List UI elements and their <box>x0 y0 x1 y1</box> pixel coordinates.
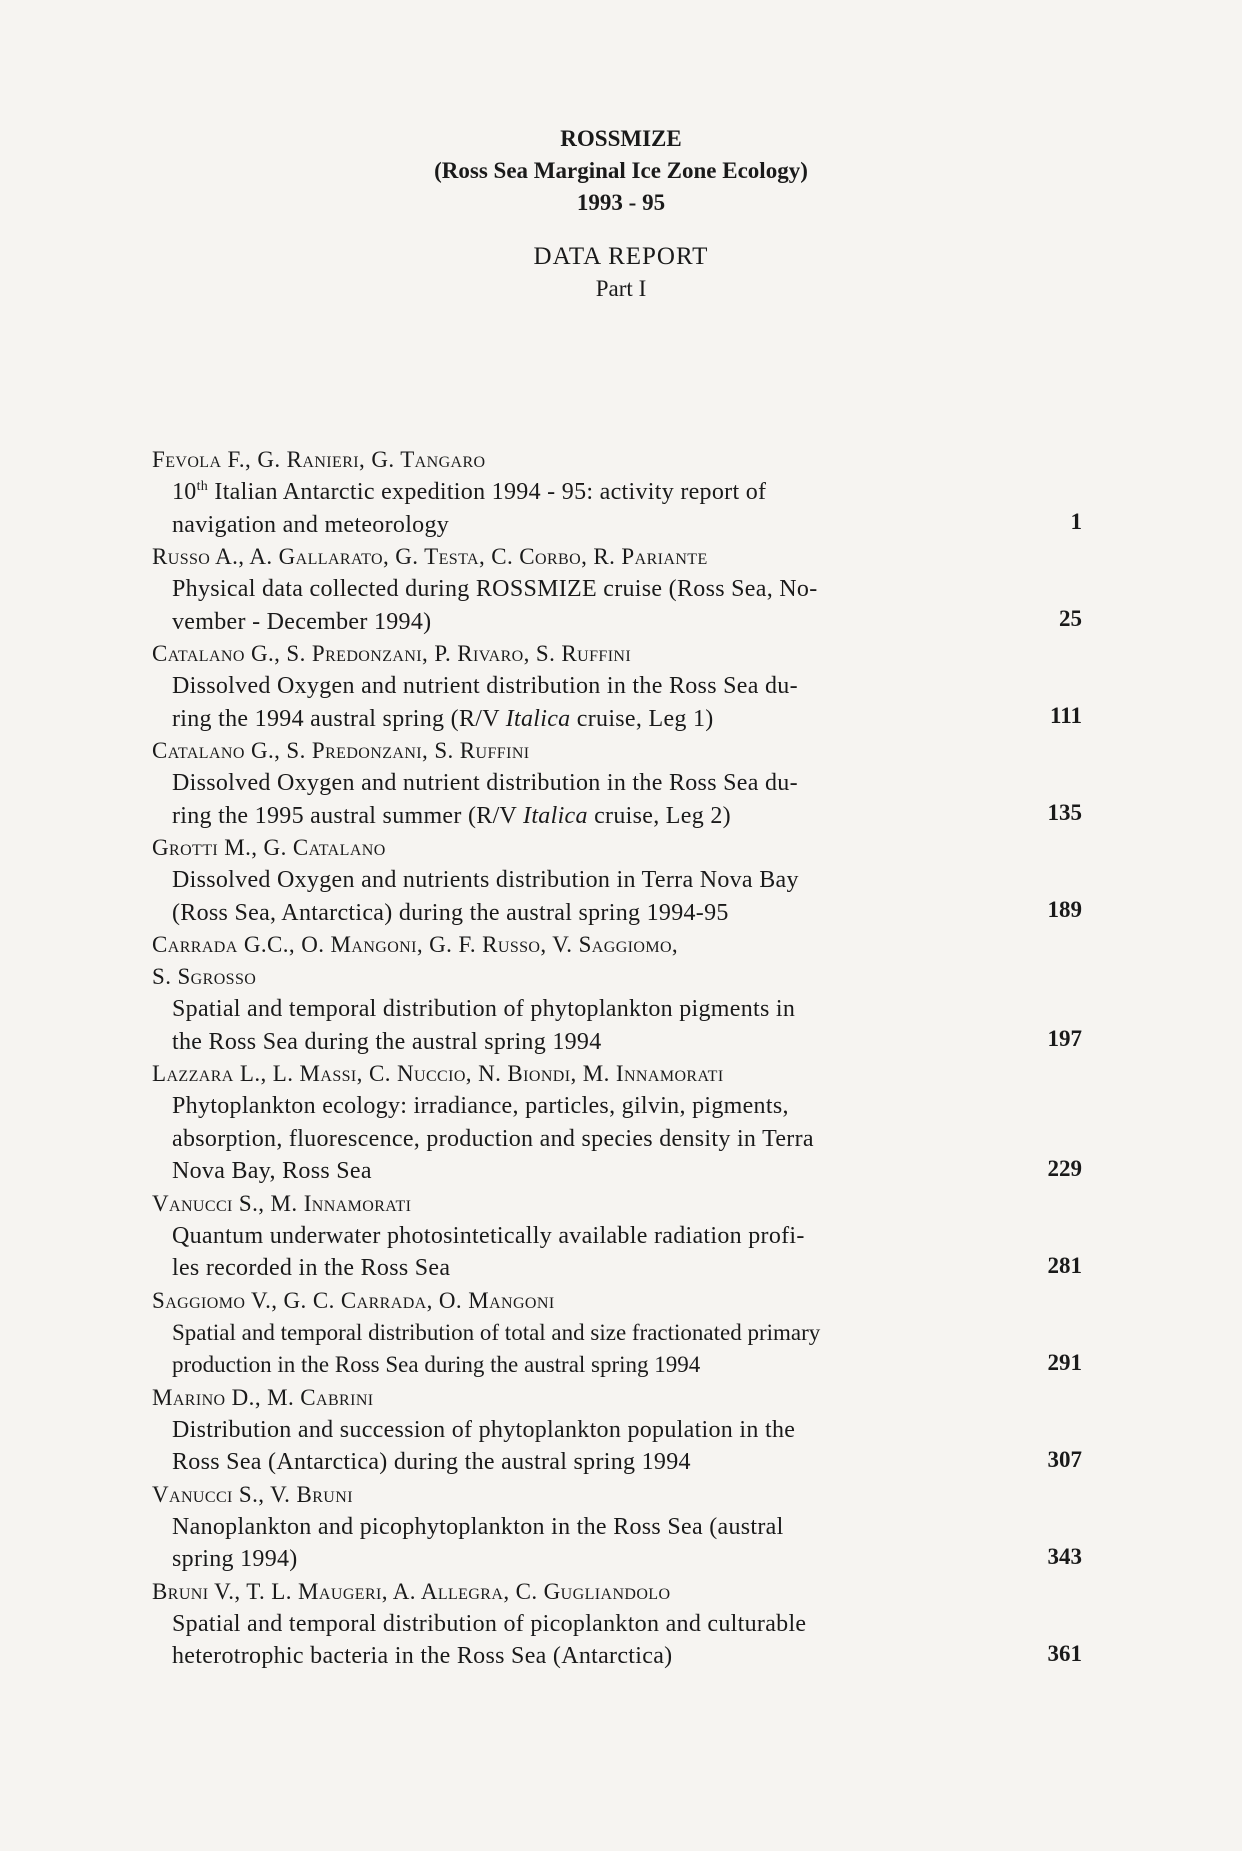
toc-entry <box>152 541 1082 638</box>
entry-page-number: 111 <box>1050 703 1082 728</box>
entry-page-number: 1 <box>1070 509 1082 534</box>
toc-entry <box>152 832 1082 929</box>
toc-entry <box>152 1285 1082 1382</box>
entry-title-line: Dissolved Oxygen and nutrients distribution in Terra Nova Bay <box>172 867 799 893</box>
entry-page-number: 361 <box>1047 1640 1082 1666</box>
entry-title-line: Spatial and temporal distribution of phytoplankton pigments in <box>172 996 796 1022</box>
entry-title-line: les recorded in the Ross Sea <box>172 1255 451 1281</box>
report-type: DATA REPORT <box>533 243 709 270</box>
entry-page-number: 229 <box>1047 1155 1082 1181</box>
entry-title-line: Nanoplankton and picophytoplankton in the Ross Sea (austral <box>172 1513 784 1540</box>
toc-entry <box>152 929 1082 1058</box>
entry-authors: Catalano G., S. Predonzani, P. Rivaro, S. Ruffini <box>152 641 632 666</box>
entry-authors: Vanucci S., M. Innamorati <box>152 1190 412 1216</box>
entry-page-number: 307 <box>1047 1446 1082 1472</box>
table-of-contents <box>152 444 1082 1673</box>
entry-authors: Grotti M., G. Catalano <box>152 835 386 860</box>
entry-title-line: spring 1994) <box>172 1546 298 1572</box>
entry-title-line: (Ross Sea, Antarctica) during the austral spring 1994-95 <box>172 899 729 926</box>
entry-title-line: heterotrophic bacteria in the Ross Sea (Antarctica) <box>172 1643 673 1669</box>
entry-page-number: 197 <box>1047 1026 1082 1051</box>
toc-entry <box>152 1058 1082 1188</box>
entry-authors: Vanucci S., V. Bruni <box>152 1481 353 1507</box>
entry-page-number: 25 <box>1059 606 1082 631</box>
entry-title-line: Spatial and temporal distribution of picoplankton and culturable <box>172 1610 807 1637</box>
entry-page-number: 343 <box>1047 1543 1082 1569</box>
entry-title-line: Dissolved Oxygen and nutrient distribution in the Ross Sea du- <box>172 770 798 796</box>
report-subtitle: (Ross Sea Marginal Ice Zone Ecology) <box>434 158 808 183</box>
entry-title-line: Nova Bay, Ross Sea <box>172 1158 372 1184</box>
entry-title-line: Quantum underwater photosintetically available radiation profi- <box>172 1222 805 1249</box>
entry-title-line: absorption, fluorescence, production and species density in Terra <box>172 1125 814 1152</box>
report-part: Part I <box>595 276 647 301</box>
entry-title-line: Spatial and temporal distribution of total and size fractionated primary <box>172 1319 821 1345</box>
entry-title-line: vember - December 1994) <box>172 608 432 635</box>
entry-authors: Carrada G.C., O. Mangoni, G. F. Russo, V. Saggiomo, <box>152 932 679 957</box>
entry-title-line: production in the Ross Sea during the austral spring 1994 <box>172 1352 701 1377</box>
entry-page-number: 189 <box>1047 897 1082 922</box>
header-spacer <box>0 219 1242 241</box>
toc-entry <box>152 444 1082 541</box>
entry-title-line: 10th Italian Antarctic expedition 1994 - 95: activity report of <box>172 479 767 505</box>
toc-entry <box>152 1382 1082 1479</box>
entry-authors: Marino D., M. Cabrini <box>152 1384 374 1410</box>
entry-title-line: ring the 1995 austral summer (R/V Italica cruise, Leg 2) <box>172 802 731 829</box>
entry-title-line: Physical data collected during ROSSMIZE cruise (Ross Sea, No- <box>172 576 818 602</box>
entry-authors: Saggiomo V., G. C. Carrada, O. Mangoni <box>152 1287 555 1313</box>
entry-page-number: 281 <box>1047 1252 1082 1278</box>
entry-authors: Russo A., A. Gallarato, G. Testa, C. Corbo, R. Pariante <box>152 544 708 569</box>
toc-entry <box>152 1188 1082 1285</box>
entry-title-line: Distribution and succession of phytoplankton population in the <box>172 1416 796 1443</box>
report-years: 1993 - 95 <box>576 190 666 215</box>
entry-authors: Fevola F., G. Ranieri, G. Tangaro <box>152 447 486 472</box>
entry-title-line: navigation and meteorology <box>172 511 450 538</box>
entry-title-line: Phytoplankton ecology: irradiance, particles, gilvin, pigments, <box>172 1093 789 1119</box>
entry-authors: Catalano G., S. Predonzani, S. Ruffini <box>152 738 530 763</box>
report-title: ROSSMIZE <box>560 126 682 151</box>
toc-entry <box>152 1479 1082 1576</box>
entry-authors: Lazzara L., L. Massi, C. Nuccio, N. Biondi, M. Innamorati <box>152 1061 724 1086</box>
entry-title-line: Ross Sea (Antarctica) during the austral spring 1994 <box>172 1449 691 1475</box>
entry-page-number: 135 <box>1047 800 1082 825</box>
toc-entry <box>152 638 1082 735</box>
report-header <box>0 123 1242 305</box>
toc-entry <box>152 1576 1082 1673</box>
entry-title-line: ring the 1994 austral spring (R/V Italica cruise, Leg 1) <box>172 705 714 732</box>
entry-page-number: 291 <box>1047 1349 1082 1375</box>
toc-entry <box>152 735 1082 832</box>
entry-authors: S. Sgrosso <box>152 964 257 989</box>
entry-title-line: Dissolved Oxygen and nutrient distribution in the Ross Sea du- <box>172 673 798 699</box>
entry-title-line: the Ross Sea during the austral spring 1994 <box>172 1028 602 1055</box>
entry-authors: Bruni V., T. L. Maugeri, A. Allegra, C. Gugliandolo <box>152 1578 671 1604</box>
